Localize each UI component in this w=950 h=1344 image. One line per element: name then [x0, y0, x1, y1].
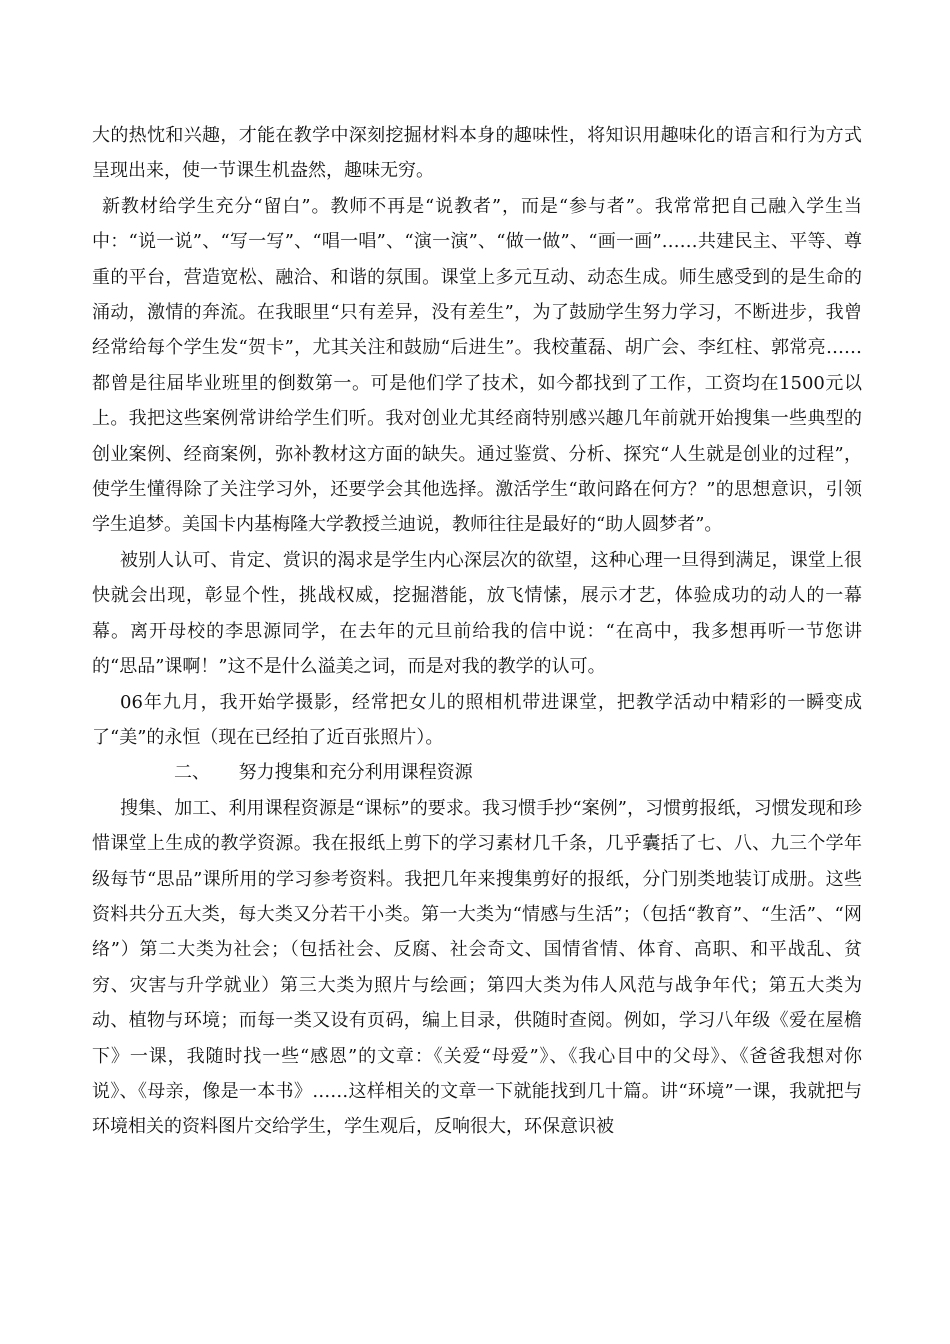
paragraph-4: 06年九月，我开始学摄影，经常把女儿的照相机带进课堂，把教学活动中精彩的一瞬变成了“美”的永恒（现在已经拍了近百张照片）。	[92, 691, 862, 748]
paragraph-3: 被别人认可、肯定、赏识的渴求是学生内心深层次的欲望，这种心理一旦得到满足，课堂上很快就会出现，彰显个性，挑战权威，挖掘潜能，放飞情愫，展示才艺，体验成功的动人的一幕幕。离开母校的李思源同学，在去年的元旦前给我的信中说：“在高中，我多想再听一节您讲的“思品”课啊！”这不是什么溢美之词，而是对我的教学的认可。	[92, 549, 862, 678]
paragraph-5: 搜集、加工、利用课程资源是“课标”的要求。我习惯手抄“案例”，习惯剪报纸，习惯发现和珍惜课堂上生成的教学资源。我在报纸上剪下的学习素材几千条，几乎囊括了七、八、九三个学年级每节“思品”课所用的学习参考资料。我把几年来搜集剪好的报纸，分门别类地装订成册。这些资料共分五大类，每大类又分若干小类。第一大类为“情感与生活”；（包括“教育”、“生活”、“网络”）第二大类为社会；（包括社会、反腐、社会奇文、国情省情、体育、高职、和平战乱、贫穷、灾害与升学就业）第三大类为照片与绘画；第四大类为伟人风范与战争年代；第五大类为动、植物与环境；而每一类又设有页码，编上目录，供随时查阅。例如，学习八年级《爱在屋檐下》一课，我随时找一些“感恩”的文章：《关爱“母爱”》、《我心目中的父母》、《爸爸我想对你说》、《母亲，像是一本书》……这样相关的文章一下就能找到几十篇。讲“环境”一课，我就把与环境相关的资料图片交给学生，学生观后，反响很大，环保意识被	[92, 797, 862, 1138]
paragraph-1: 大的热忱和兴趣，才能在教学中深刻挖掘材料本身的趣味性，将知识用趣味化的语言和行为方式呈现出来，使一节课生机盎然，趣味无穷。	[92, 125, 862, 182]
section-heading: 二、 努力搜集和充分利用课程资源	[174, 762, 473, 784]
document-body	[92, 118, 862, 1145]
paragraph-2: 新教材给学生充分“留白”。教师不再是“说教者”，而是“参与者”。我常常把自己融入学生当中：“说一说”、“写一写”、“唱一唱”、“演一演”、“做一做”、“画一画”……共建民主、平等、尊重的平台，营造宽松、融洽、和谐的氛围。课堂上多元互动、动态生成。师生感受到的是生命的涌动，激情的奔流。在我眼里“只有差异，没有差生”，为了鼓励学生努力学习，不断进步，我曾经常给每个学生发“贺卡”，尤其关注和鼓励“后进生”。我校董磊、胡广会、李红柱、郭常亮……都曾是往届毕业班里的倒数第一。可是他们学了技术，如今都找到了工作，工资均在1500元以上。我把这些案例常讲给学生们听。我对创业尤其经商特别感兴趣几年前就开始搜集一些典型的创业案例、经商案例，弥补教材这方面的缺失。通过鉴赏、分析、探究“人生就是创业的过程”，使学生懂得除了关注学习外，还要学会其他选择。激活学生“敢问路在何方？”的思想意识，引领学生追梦。美国卡内基梅隆大学教授兰迪说，教师往往是最好的“助人圆梦者”。	[92, 195, 862, 536]
